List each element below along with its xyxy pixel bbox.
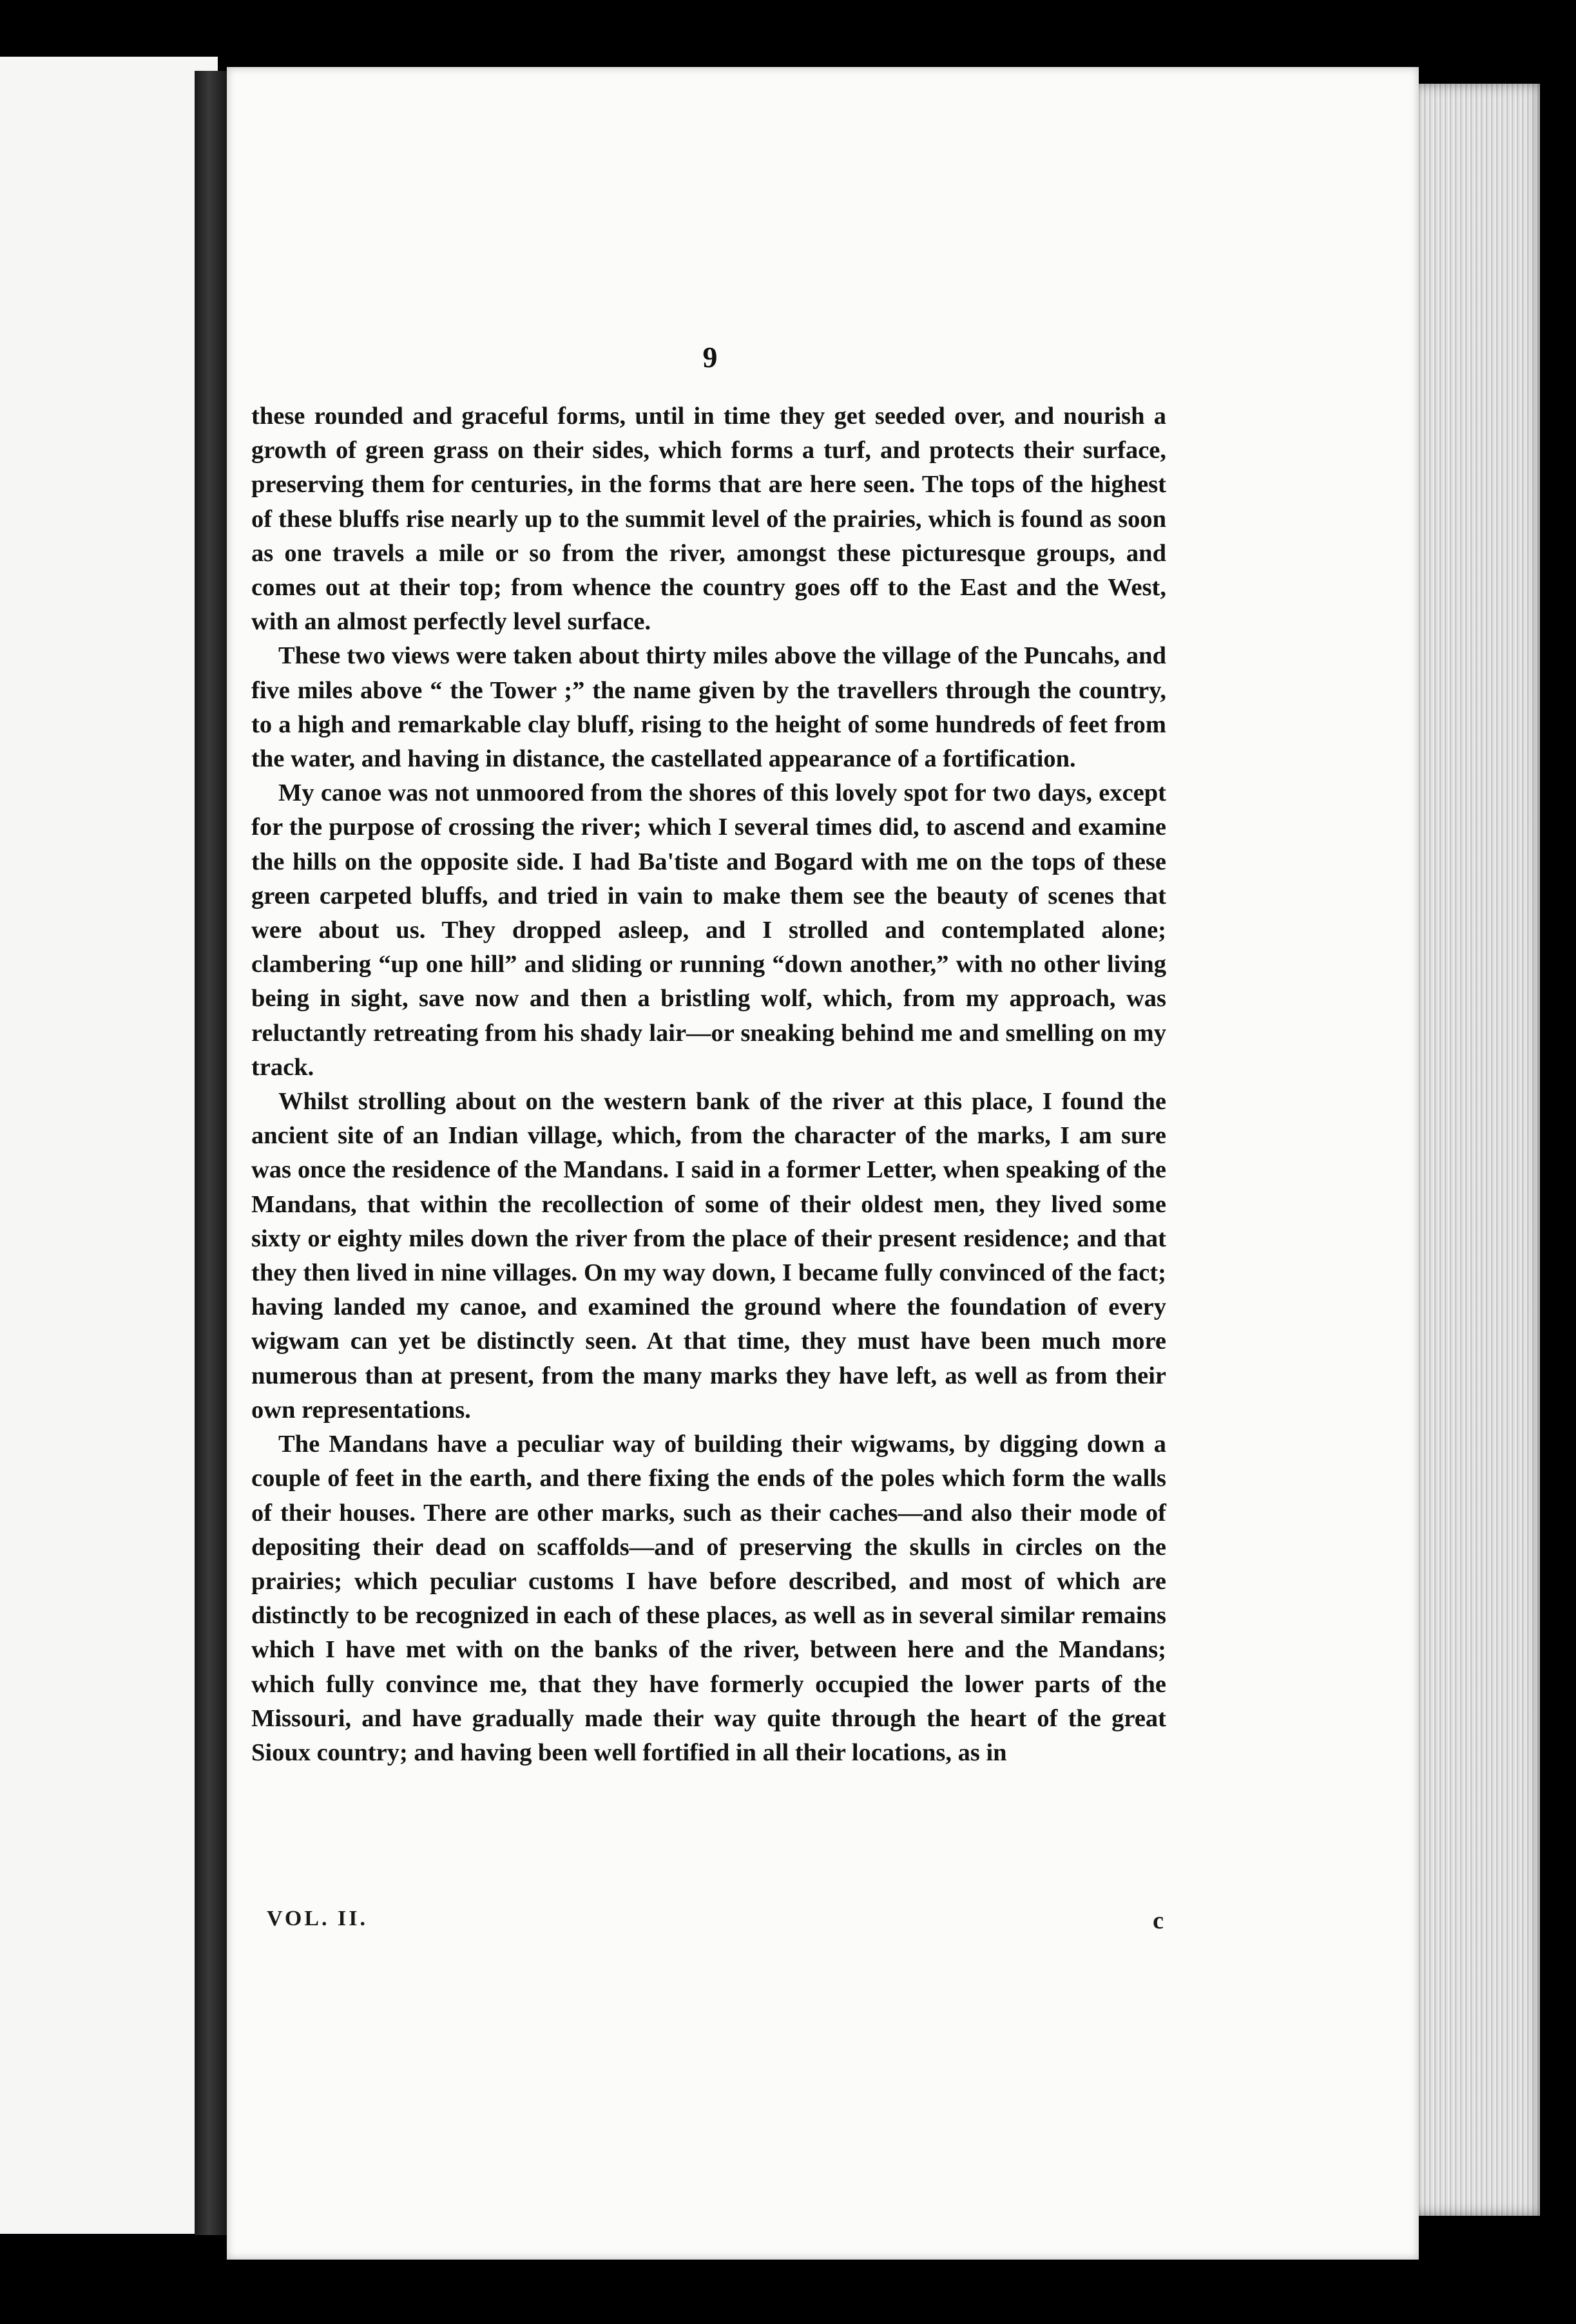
signature-mark: c	[1153, 1907, 1164, 1934]
volume-signature: VOL. II.	[267, 1907, 368, 1930]
page-stack-edge	[1411, 84, 1540, 2216]
paragraph-5: The Mandans have a peculiar way of building their wigwams, by digging down a couple of feet in the earth, and there fixing the ends of the poles which form the walls of their houses. There are other marks, such as their caches—and also their mode of depositing their dead on scaffolds—and of preserving the skulls in circles on the prairies; which peculiar customs I have before described, and most of which are distinctly to be recognized in each of these places, as well as in several similar remains which I have met with on the banks of the river, between here and the Mandans; which fully convince me, that they have formerly occupied the lower parts of the Missouri, and have gradually made their way quite through the heart of the great Sioux country; and having been well fortified in all their locations, as in	[251, 1431, 1166, 1766]
page-footer	[267, 1907, 1164, 1939]
book-gutter	[195, 71, 231, 2235]
page-number: 9	[702, 341, 718, 374]
body-text	[251, 399, 1166, 1770]
facing-page	[0, 57, 218, 2234]
paragraph-2: These two views were taken about thirty miles above the village of the Puncahs, and five miles above “ the Tower ;” the name given by the travellers through the country, to a high and remarkable clay bluff, rising to the height of some hundreds of feet from the water, and having in distance, the castellated appearance of a fortification.	[251, 642, 1166, 773]
paragraph-3: My canoe was not unmoored from the shores of this lovely spot for two days, except for the purpose of crossing the river; which I several times did, to ascend and examine the hills on the opposite side. I had Ba'tiste and Bogard with me on the tops of these green carpeted bluffs, and tried in vain to make them see the beauty of scenes that were about us. They dropped asleep, and I strolled and contemplated alone; clambering “up one hill” and sliding or running “down another,” with no other living being in sight, save now and then a bristling wolf, which, from my approach, was reluctantly retreating from his shady lair—or sneaking behind me and smelling on my track.	[251, 779, 1166, 1081]
paragraph-1: these rounded and graceful forms, until in time they get seeded over, and nourish a growth of green grass on their sides, which forms a turf, and protects their surface, preserving them for centuries, in the forms that are here seen. The tops of the highest of these bluffs rise nearly up to the summit level of the prairies, which is found as soon as one travels a mile or so from the river, amongst these picturesque groups, and comes out at their top; from whence the country goes off to the East and the West, with an almost perfectly level surface.	[251, 403, 1166, 636]
paragraph-4: Whilst strolling about on the western bank of the river at this place, I found the ancient site of an Indian village, which, from the character of the marks, I am sure was once the residence of the Mandans. I said in a former Letter, when speaking of the Mandans, that within the recollection of some of their oldest men, they lived some sixty or eighty miles down the river from the place of their present residence; and that they then lived in nine villages. On my way down, I became fully convinced of the fact; having landed my canoe, and examined the ground where the foundation of every wigwam can yet be distinctly seen. At that time, they must have been much more numerous than at present, from the many marks they have left, as well as from their own representations.	[251, 1088, 1166, 1424]
